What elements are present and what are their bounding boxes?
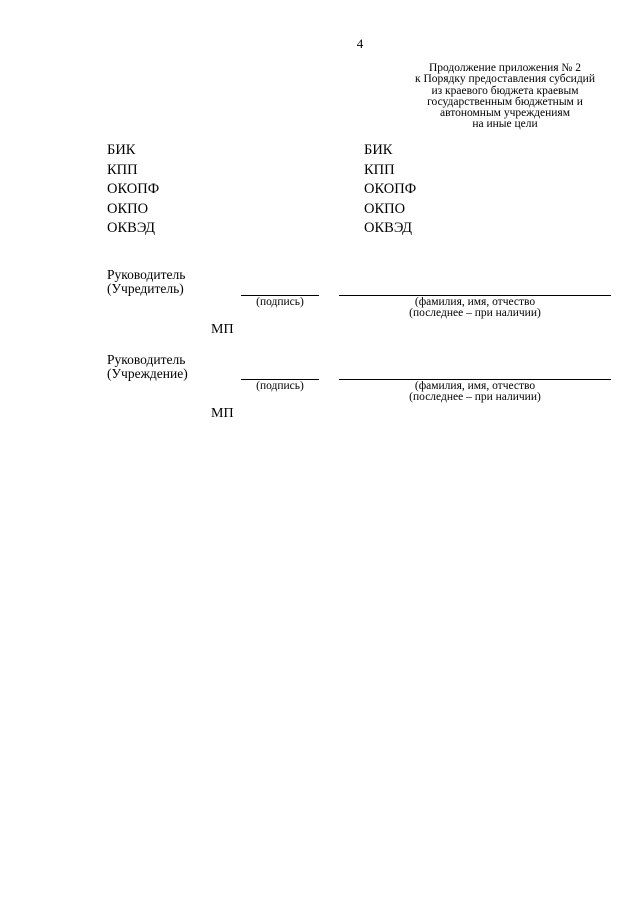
name-caption-line: (фамилия, имя, отчество <box>414 296 536 308</box>
name-caption-line: (последнее – при наличии) <box>409 307 541 319</box>
signature-caption: (подпись) <box>256 296 304 308</box>
requisites-right <box>364 141 416 239</box>
requisite-okopf: ОКОПФ <box>107 181 160 197</box>
role-subtitle: (Учредитель) <box>107 280 184 296</box>
appendix-header-line: Продолжение приложения № 2 <box>428 62 582 74</box>
role-subtitle: (Учреждение) <box>107 365 188 381</box>
requisite-okved: ОКВЭД <box>364 220 413 236</box>
stamp-placeholder: МП <box>211 406 234 421</box>
page-number: 4 <box>356 36 364 51</box>
appendix-header-line: государственным бюджетным и <box>427 95 583 108</box>
requisites-left <box>107 141 159 239</box>
requisite-okpo: ОКПО <box>364 200 406 217</box>
appendix-header-line: автономным учреждениям <box>439 107 571 120</box>
requisite-okpo: ОКПО <box>107 200 149 217</box>
appendix-header <box>385 63 625 131</box>
signature-caption: (подпись) <box>256 380 304 392</box>
requisite-okopf: ОКОПФ <box>364 181 417 197</box>
appendix-header-line: из краевого бюджета краевым <box>431 84 579 97</box>
name-caption <box>339 297 611 319</box>
requisite-bik: БИК <box>364 142 393 158</box>
requisite-okved: ОКВЭД <box>107 220 156 236</box>
requisite-kpp: КПП <box>364 161 395 178</box>
institution-head-role <box>107 353 188 380</box>
stamp-placeholder: МП <box>211 322 234 337</box>
role-title: Руководитель <box>107 352 186 367</box>
role-title: Руководитель <box>107 267 186 282</box>
requisite-kpp: КПП <box>107 161 138 178</box>
appendix-header-line: на иные цели <box>472 118 538 131</box>
name-caption <box>339 381 611 403</box>
name-caption-line: (фамилия, имя, отчество <box>414 380 536 392</box>
founder-head-role <box>107 268 185 295</box>
name-caption-line: (последнее – при наличии) <box>409 391 541 403</box>
appendix-header-line: к Порядку предоставления субсидий <box>415 73 595 86</box>
requisite-bik: БИК <box>107 142 136 158</box>
